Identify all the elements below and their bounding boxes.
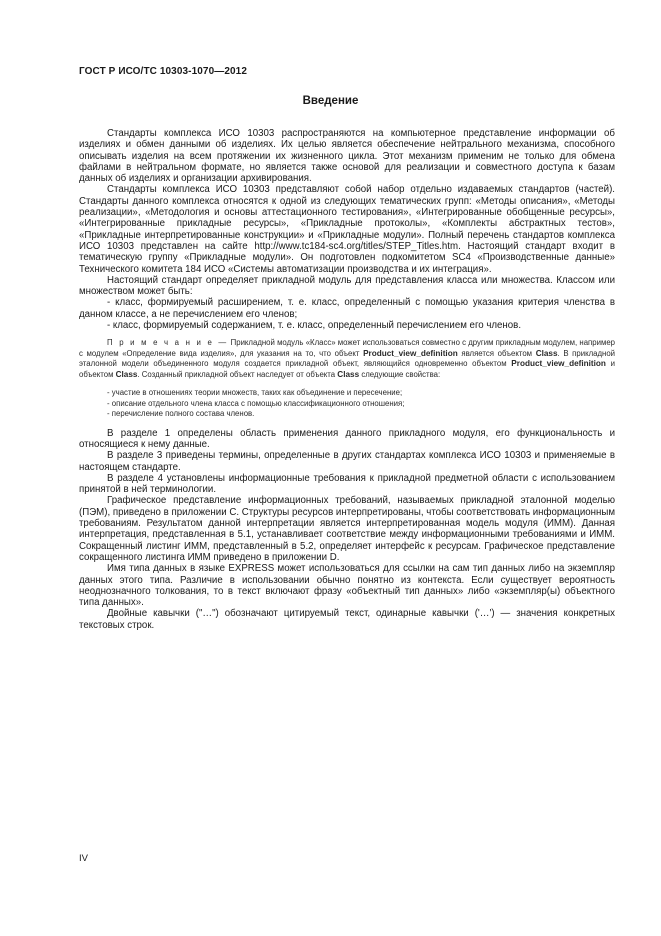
list-item: - класс, формируемый содержанием, т. е. класс, определенный перечислением его членов.: [107, 320, 522, 332]
entity-name: Class: [115, 369, 138, 379]
paragraph-section4: В разделе 4 установлены информационные требования к прикладной предметной области с использованием принятой в ней терминологии.: [79, 472, 615, 496]
note-list-item: - участие в отношениях теории множеств, таких как объединение и пересечение;: [107, 388, 403, 398]
paragraph-arm-mim: Графическое представление информационных требований, называемых прикладной эталонной моделью (ПЭМ), приведено в приложении С. Структуры ресурсов интерпретированы, чтобы соответствовать информационным требованиям. Результатом данной интерпретации является интерпретированная модель модуля (ИММ). Данная интерпретация, представленная в 5.1, устанавливает соответствие между информационными требованиями и ИММ. Сокращенный листинг ИММ, представленный в 5.2, определяет интерфейс к ресурсам. Графическое представление сокращенного листинга ИММ приведено в приложении D.: [79, 495, 615, 563]
entity-name: Product_view_definition: [511, 359, 606, 369]
body-content: [79, 128, 615, 631]
entity-name: Product_view_definition: [363, 348, 458, 358]
note-list-item: - описание отдельного члена класса с помощью классификационного отношения;: [107, 398, 405, 408]
paragraph-parts: Стандарты комплекса ИСО 10303 представляют собой набор отдельно издаваемых стандартов (частей). Стандарты данного комплекса относятся к одной из следующих тематических групп: «Методы описания», «Методы реализации», «Методология и основы аттестационного тестирования», «Интегрированные обобщенные ресурсы», «Интегрированные прикладные ресурсы», «Прикладные протоколы», «Комплекты абстрактных тестов», «Прикладные интерпретированные конструкции» и «Прикладные модули». Полный перечень стандартов комплекса ИСО 10303 представлен на сайте http://www.tc184-sc4.org/titles/STEP_Titles.htm. Настоящий стандарт входит в тематическую группу «Прикладные модули». Он подготовлен подкомитетом SC4 «Производственные данные» Технического комитета 184 ИСО «Системы автоматизации производства и их интеграция».: [79, 184, 615, 275]
document-code-header: ГОСТ Р ИСО/ТС 10303-1070—2012: [79, 66, 247, 77]
paragraph-express: Имя типа данных в языке EXPRESS может использоваться для ссылки на сам тип данных либо на экземпляр данных этого типа. Различие в использовании обычно понятно из контекста. Если существует вероятность неоднозначного толкования, то в текст включают фразу «объектный тип данных» либо «экземпляр(ы) объектного типа данных».: [79, 563, 615, 609]
page-number: IV: [79, 853, 88, 864]
paragraph-section1: В разделе 1 определены область применения данного прикладного модуля, его функциональность и относящиеся к нему данные.: [79, 427, 615, 450]
entity-name: Class: [337, 369, 360, 379]
paragraph-module-scope: Настоящий стандарт определяет прикладной модуль для представления класса или множества. Классом или множеством может быть:: [79, 274, 615, 298]
note-label: П р и м е ч а н и е —: [107, 338, 229, 348]
list-item: - класс, формируемый расширением, т. е. класс, определенный с помощью указания критерия членства в данном классе, а не перечислением его членов;: [79, 297, 615, 320]
paragraph-quotes: Двойные кавычки ("…") обозначают цитируемый текст, одинарные кавычки ('…') — значения конкретных текстовых строк.: [79, 608, 615, 631]
paragraph-section3: В разделе 3 приведены термины, определенные в других стандартах комплекса ИСО 10303 и применяемые в настоящем стандарте.: [79, 450, 615, 473]
note-list-item: - перечисление полного состава членов.: [107, 409, 255, 419]
note-text: П р и м е ч а н и е — Прикладной модуль «Класс» может использоваться совместно с другим прикладным модулем, например с модулем «Определение вида изделия», для указания на то, что объект Product_view_definition является объектом Class. В прикладной эталонной модели объединенного модуля создается прикладной объект, являющийся одновременно объектом Product_view_definition и объектом Class. Созданный прикладной объект наследует от объекта Class следующие свойства:: [79, 338, 616, 379]
note-block: [79, 338, 615, 419]
paragraph-intro: Стандарты комплекса ИСО 10303 распространяются на компьютерное представление информации об изделиях и обмен данными об изделиях. Их целью является обеспечение нейтрального механизма, способного описывать изделия на всем протяжении их жизненного цикла. Этот механизм применим не только для обмена файлами в нейтральном формате, но является также основой для реализации и совместного доступа к базам данных об изделиях и организации архивирования.: [79, 128, 615, 185]
section-title: Введение: [302, 95, 359, 107]
entity-name: Class: [535, 348, 558, 358]
